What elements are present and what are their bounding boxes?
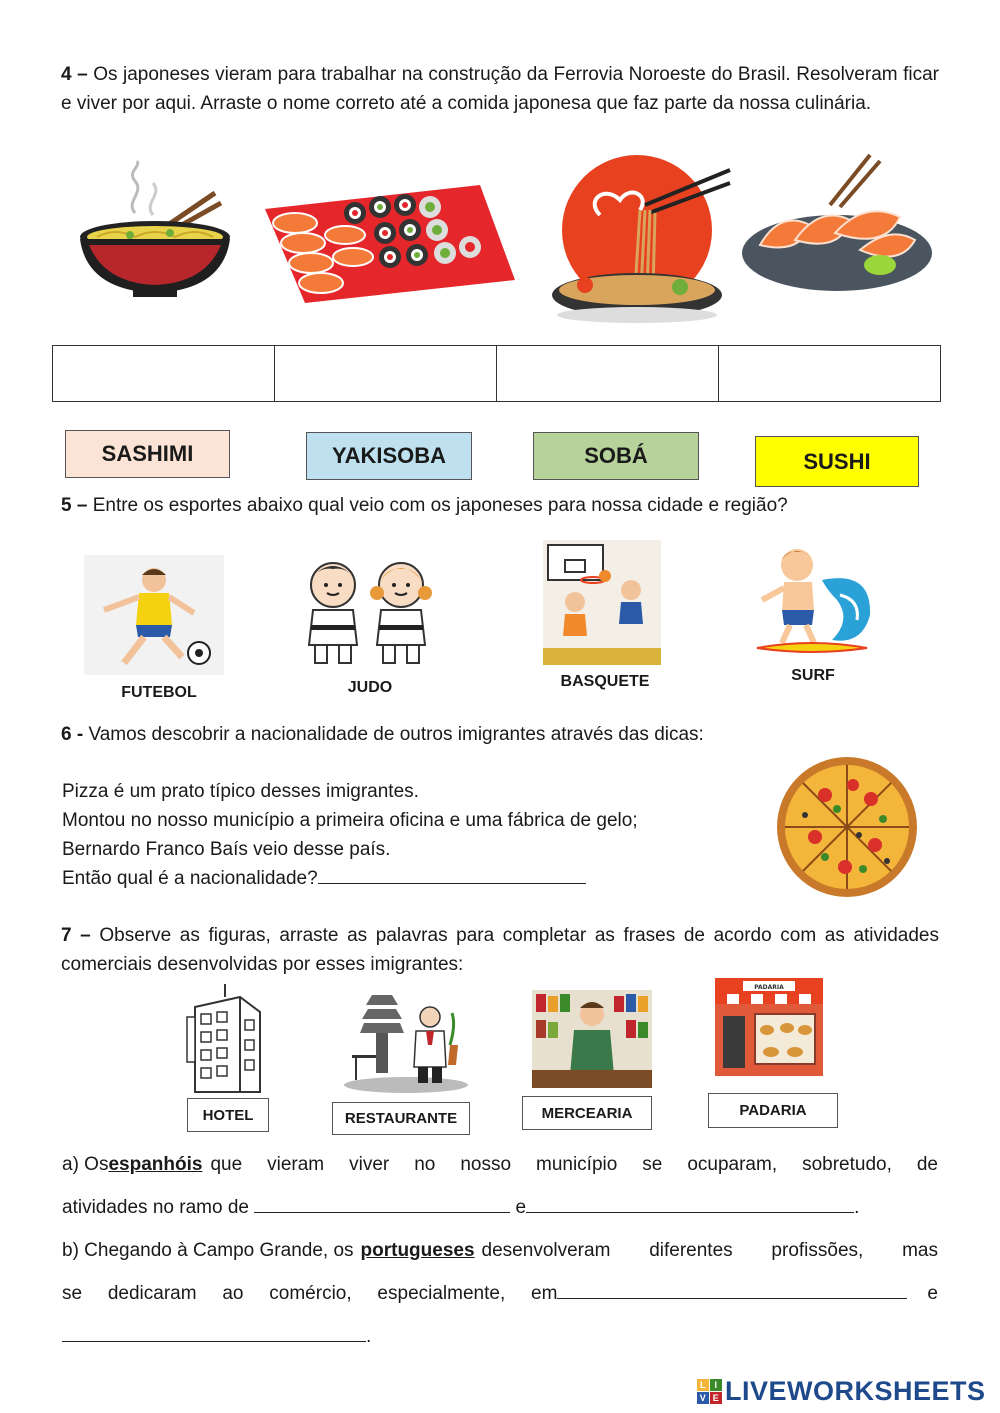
logo-badge-letter: L bbox=[697, 1379, 709, 1391]
q7b-rest: desenvolveram diferentes profissões, mas bbox=[481, 1240, 938, 1261]
label-basquete: BASQUETE bbox=[560, 673, 650, 690]
basketball-kids-image[interactable] bbox=[543, 540, 661, 665]
q7b-prefix: b) Chegando à Campo Grande, os bbox=[62, 1240, 354, 1261]
q6-paragraph bbox=[61, 720, 939, 749]
q7a-line1 bbox=[62, 1150, 938, 1179]
q7b-line2-start: se dedicaram ao comércio, especialmente, em bbox=[62, 1283, 558, 1304]
q7-text: Observe as figuras, arraste as palavras para completar as frases de acordo com as atividades comerciais desenvolvidas por esses imigrantes: bbox=[61, 925, 939, 975]
label-surf: SURF bbox=[791, 667, 835, 684]
q7a-highlight: espanhóis bbox=[108, 1154, 203, 1175]
label-restaurante[interactable]: RESTAURANTE bbox=[332, 1102, 470, 1135]
q4-paragraph bbox=[61, 60, 939, 118]
answer-drop-zone[interactable] bbox=[53, 346, 275, 401]
q7b-blank-2[interactable] bbox=[62, 1323, 366, 1342]
q6-final-question bbox=[62, 864, 586, 893]
grocery-store-image bbox=[532, 990, 652, 1088]
q7a-blank-1[interactable] bbox=[254, 1194, 510, 1213]
q6-clue-3: Bernardo Franco Baís veio desse país. bbox=[62, 839, 391, 860]
answer-drop-zone[interactable] bbox=[719, 346, 940, 401]
answer-drop-zone[interactable] bbox=[497, 346, 719, 401]
liveworksheets-logo bbox=[697, 1376, 986, 1407]
answer-drop-zone[interactable] bbox=[275, 346, 497, 401]
restaurant-image bbox=[342, 985, 470, 1095]
q7a-end: . bbox=[854, 1197, 860, 1218]
q6-clue-1: Pizza é um prato típico desses imigrantes. bbox=[62, 781, 419, 802]
chip-soba[interactable]: SOBÁ bbox=[533, 432, 699, 480]
q6-number: 6 - bbox=[61, 724, 84, 745]
bakery-image bbox=[715, 978, 823, 1076]
q7b-line1 bbox=[62, 1236, 938, 1265]
q7-paragraph bbox=[61, 921, 939, 979]
bakery-sign-text: PADARIA bbox=[754, 984, 784, 991]
q7-number: 7 – bbox=[61, 925, 91, 946]
label-hotel[interactable]: HOTEL bbox=[187, 1098, 269, 1132]
logo-badge-letter: I bbox=[710, 1379, 722, 1391]
q6-question-text: Então qual é a nacionalidade? bbox=[62, 868, 318, 889]
q4-answer-table bbox=[52, 345, 941, 402]
sashimi-plate-image bbox=[740, 155, 935, 295]
q5-text: Entre os esportes abaixo qual veio com os japoneses para nossa cidade e região? bbox=[92, 495, 788, 516]
nationality-answer-field[interactable] bbox=[318, 865, 586, 884]
pizza-image bbox=[775, 757, 920, 897]
q6-text: Vamos descobrir a nacionalidade de outros imigrantes através das dicas: bbox=[88, 724, 704, 745]
surfer-boy-image[interactable] bbox=[752, 540, 872, 660]
q7a-line2 bbox=[62, 1193, 859, 1222]
hotel-image bbox=[185, 982, 270, 1097]
q7a-blank-2[interactable] bbox=[526, 1194, 854, 1213]
q7a-rest: que vieram viver no nosso município se ocuparam, sobretudo, de bbox=[210, 1154, 938, 1175]
q7a-line2-start: atividades no ramo de bbox=[62, 1197, 249, 1218]
q4-text: Os japoneses vieram para trabalhar na construção da Ferrovia Noroeste do Brasil. Resolveram ficar e viver por aqui. Arraste o nome correto até a comida japonesa que faz parte da nossa culinária. bbox=[61, 64, 940, 114]
label-padaria[interactable]: PADARIA bbox=[708, 1093, 838, 1128]
q7a-prefix: a) Os bbox=[62, 1154, 109, 1175]
logo-text: LIVEWORKSHEETS bbox=[725, 1376, 986, 1406]
q7b-line2 bbox=[62, 1279, 938, 1308]
q7b-end: . bbox=[366, 1326, 372, 1347]
q7b-highlight: portugueses bbox=[360, 1240, 475, 1261]
logo-badge-letter: E bbox=[710, 1392, 722, 1404]
q4-number: 4 – bbox=[61, 64, 88, 85]
logo-badge-icon bbox=[697, 1379, 722, 1404]
label-futebol: FUTEBOL bbox=[121, 684, 197, 701]
q7b-blank-1[interactable] bbox=[557, 1280, 907, 1299]
chip-sushi[interactable]: SUSHI bbox=[755, 436, 919, 487]
soba-noodles-image bbox=[545, 155, 730, 325]
chip-sashimi[interactable]: SASHIMI bbox=[65, 430, 230, 478]
q6-clue-2: Montou no nosso município a primeira oficina e uma fábrica de gelo; bbox=[62, 810, 638, 831]
noodle-bowl-image bbox=[75, 165, 235, 300]
chip-yakisoba[interactable]: YAKISOBA bbox=[306, 432, 472, 480]
q5-number: 5 – bbox=[61, 495, 88, 516]
q7b-line3 bbox=[62, 1322, 371, 1351]
label-mercearia[interactable]: MERCEARIA bbox=[522, 1096, 652, 1130]
soccer-player-image[interactable] bbox=[84, 555, 224, 675]
judo-kids-image[interactable] bbox=[295, 555, 440, 667]
q5-paragraph bbox=[61, 491, 939, 520]
q7a-join: e bbox=[515, 1197, 527, 1218]
label-judo: JUDO bbox=[347, 679, 393, 696]
q7b-join: e bbox=[927, 1283, 938, 1304]
logo-badge-letter: V bbox=[697, 1392, 709, 1404]
sushi-platter-image bbox=[265, 185, 515, 305]
